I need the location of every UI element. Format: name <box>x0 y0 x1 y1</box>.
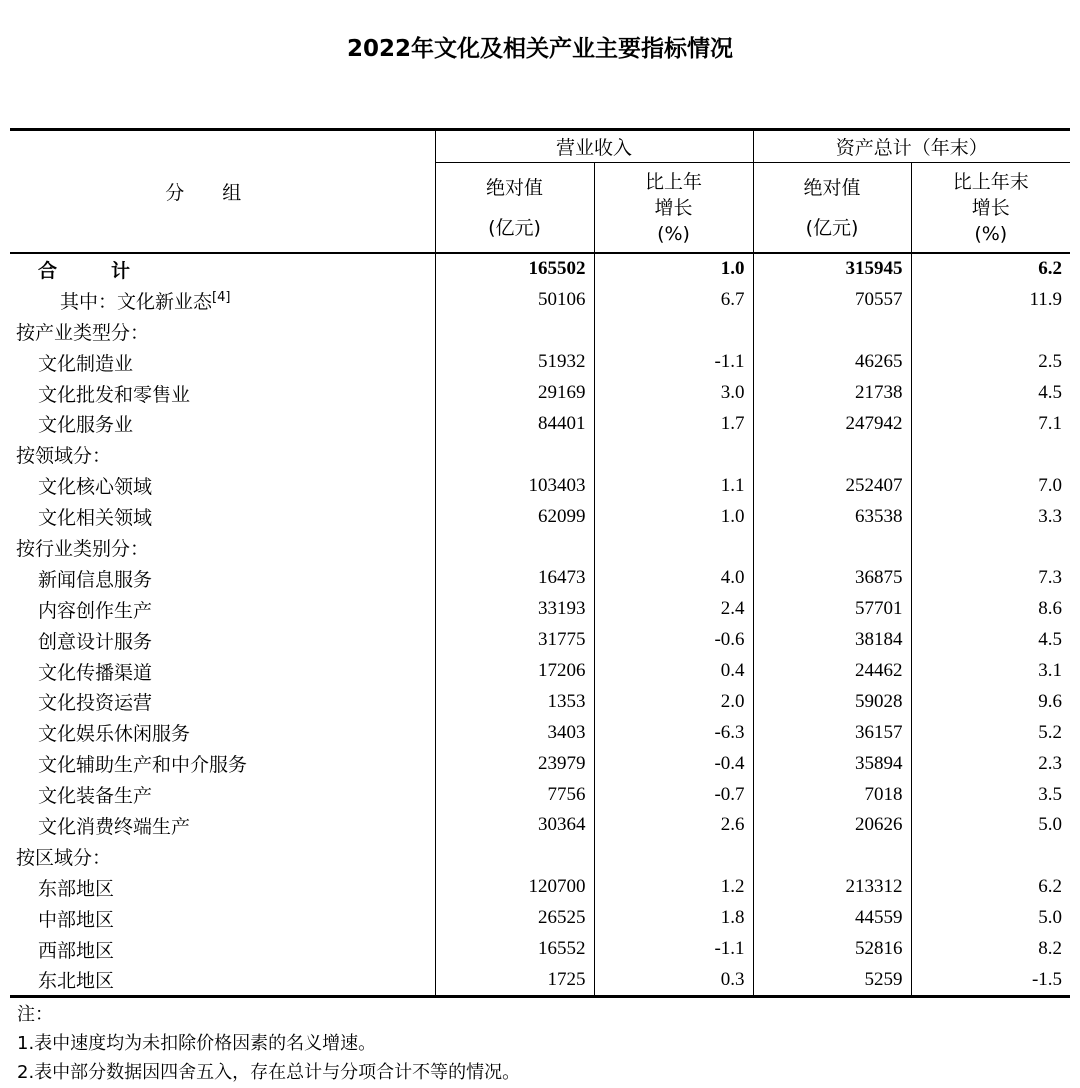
revenue-value: 1353 <box>435 686 594 717</box>
table-row <box>10 841 1070 872</box>
row-label-text: 按产业类型分： <box>16 321 150 344</box>
revenue-header: 营业收入 <box>435 130 753 163</box>
table-row <box>10 439 1070 470</box>
table-row <box>10 253 1070 285</box>
assets-growth <box>911 439 1070 470</box>
assets-value: 57701 <box>753 594 911 625</box>
header-line: 增长 <box>971 196 1010 219</box>
row-label <box>10 779 435 810</box>
revenue-value: 50106 <box>435 285 594 316</box>
table-row <box>10 717 1070 748</box>
revenue-value: 120700 <box>435 872 594 903</box>
table-header <box>10 130 1070 254</box>
group-header: 分组 <box>10 130 435 254</box>
row-label-text: 创意设计服务 <box>38 630 153 653</box>
row-label <box>10 748 435 779</box>
assets-value <box>753 316 911 347</box>
row-label <box>10 563 435 594</box>
revenue-growth: -0.6 <box>594 625 753 656</box>
assets-value: 20626 <box>753 810 911 841</box>
row-label-text: 文化娱乐休闲服务 <box>38 723 191 746</box>
revenue-growth <box>594 841 753 872</box>
revenue-growth-header <box>594 163 753 254</box>
revenue-growth: 1.8 <box>594 903 753 934</box>
table-row <box>10 779 1070 810</box>
row-label <box>10 686 435 717</box>
row-label-text: 文化装备生产 <box>38 785 153 808</box>
revenue-value <box>435 316 594 347</box>
table-row <box>10 563 1070 594</box>
assets-value: 315945 <box>753 253 911 285</box>
revenue-value <box>435 532 594 563</box>
assets-growth: 4.5 <box>1038 629 1063 651</box>
assets-value: 35894 <box>753 748 911 779</box>
assets-growth: 6.2 <box>1038 876 1063 898</box>
assets-value: 36157 <box>753 717 911 748</box>
revenue-value: 16552 <box>435 934 594 965</box>
revenue-growth: 0.4 <box>594 656 753 687</box>
assets-growth-header <box>911 163 1070 254</box>
row-label <box>10 625 435 656</box>
table-row <box>10 872 1070 903</box>
table-row <box>10 934 1070 965</box>
row-label-text: 文化投资运营 <box>38 692 153 715</box>
row-label <box>10 964 435 996</box>
row-label <box>10 532 435 563</box>
assets-value <box>753 439 911 470</box>
header-line: 比上年末 <box>952 170 1029 193</box>
table-row <box>10 625 1070 656</box>
revenue-value: 165502 <box>435 253 594 285</box>
row-label-text: 西部地区 <box>38 939 115 962</box>
row-label <box>10 872 435 903</box>
row-label-text: 中部地区 <box>38 908 115 931</box>
assets-value <box>753 841 911 872</box>
assets-value: 44559 <box>753 903 911 934</box>
table-row <box>10 501 1070 532</box>
assets-growth: 3.3 <box>1038 505 1063 527</box>
row-label <box>10 316 435 347</box>
revenue-value: 16473 <box>435 563 594 594</box>
assets-growth: 4.5 <box>1038 382 1063 403</box>
revenue-growth: -6.3 <box>594 717 753 748</box>
row-label-text: 文化服务业 <box>38 414 134 437</box>
assets-growth <box>911 316 1070 347</box>
page-title: 2022年文化及相关产业主要指标情况 <box>346 36 733 62</box>
assets-growth: 2.3 <box>1038 752 1063 774</box>
row-label <box>10 439 435 470</box>
assets-value: 46265 <box>753 347 911 378</box>
revenue-growth: 4.0 <box>594 563 753 594</box>
table-row <box>10 378 1070 409</box>
assets-growth: 3.5 <box>1038 783 1063 805</box>
revenue-growth: 2.0 <box>594 686 753 717</box>
table-row <box>10 316 1070 347</box>
row-label <box>10 903 435 934</box>
assets-value: 252407 <box>753 470 911 501</box>
revenue-growth: -0.4 <box>594 748 753 779</box>
assets-value: 59028 <box>753 686 911 717</box>
revenue-value: 3403 <box>435 717 594 748</box>
header-unit: (亿元) <box>488 216 541 239</box>
note-item: 2.表中部分数据因四舍五入，存在总计与分项合计不等的情况。 <box>17 1062 521 1083</box>
header-line: 绝对值 <box>803 176 861 199</box>
row-label-text: 新闻信息服务 <box>38 568 153 591</box>
notes <box>17 1000 520 1087</box>
table-row <box>10 347 1070 378</box>
revenue-growth: 2.4 <box>594 594 753 625</box>
assets-growth: 6.2 <box>1038 258 1063 280</box>
revenue-growth: 3.0 <box>594 378 753 409</box>
row-label-text: 文化制造业 <box>38 352 134 375</box>
assets-growth: 3.1 <box>1038 660 1063 682</box>
row-label-text: 按领域分： <box>16 445 112 468</box>
revenue-growth: 2.6 <box>594 810 753 841</box>
row-label <box>10 285 435 316</box>
row-label-text: 东北地区 <box>38 970 115 993</box>
assets-value <box>753 532 911 563</box>
assets-value: 70557 <box>753 285 911 316</box>
row-label-text: 文化消费终端生产 <box>38 815 191 838</box>
table-row <box>10 532 1070 563</box>
assets-growth: -1.5 <box>911 964 1070 996</box>
revenue-growth <box>594 439 753 470</box>
row-label-text: 文化相关领域 <box>38 507 153 530</box>
header-line: 增长 <box>654 196 693 219</box>
assets-growth: 8.6 <box>1038 598 1063 620</box>
row-label-text: 文化辅助生产和中介服务 <box>38 754 248 777</box>
row-label <box>10 253 435 285</box>
table-row <box>10 964 1070 996</box>
row-label-text: 按区域分： <box>16 846 112 869</box>
revenue-value: 23979 <box>435 748 594 779</box>
table-row <box>10 748 1070 779</box>
row-label <box>10 378 435 409</box>
table-row <box>10 594 1070 625</box>
header-unit: (%) <box>657 222 690 245</box>
revenue-growth: 0.3 <box>594 964 753 996</box>
row-label <box>10 810 435 841</box>
revenue-value: 7756 <box>435 779 594 810</box>
assets-value: 213312 <box>753 872 911 903</box>
assets-value: 52816 <box>753 934 911 965</box>
note-item: 1.表中速度均为未扣除价格因素的名义增速。 <box>17 1033 377 1054</box>
row-label <box>10 656 435 687</box>
revenue-growth <box>594 532 753 563</box>
revenue-value: 1725 <box>435 964 594 996</box>
notes-heading: 注： <box>17 1004 53 1025</box>
assets-growth: 2.5 <box>1038 351 1063 373</box>
assets-growth: 5.2 <box>1038 721 1063 743</box>
revenue-value: 29169 <box>435 378 594 409</box>
revenue-growth: 1.0 <box>594 253 753 285</box>
assets-value: 5259 <box>753 964 911 996</box>
row-label-text: 文化核心领域 <box>38 476 153 499</box>
footnote-marker: [4] <box>212 289 231 305</box>
assets-growth <box>911 532 1070 563</box>
revenue-growth: 1.7 <box>594 408 753 439</box>
revenue-growth: -1.1 <box>594 934 753 965</box>
assets-growth <box>911 841 1070 872</box>
assets-growth: 5.0 <box>1038 907 1063 929</box>
row-label-text: 合计 <box>38 259 185 282</box>
revenue-growth: 1.0 <box>594 501 753 532</box>
row-label <box>10 717 435 748</box>
table-row <box>10 686 1070 717</box>
assets-growth: 7.3 <box>1038 567 1063 589</box>
table-row <box>10 285 1070 316</box>
revenue-value: 62099 <box>435 501 594 532</box>
assets-value: 36875 <box>753 563 911 594</box>
revenue-growth: 1.2 <box>594 872 753 903</box>
row-label <box>10 594 435 625</box>
indicators-table <box>10 128 1070 998</box>
row-label-text: 按行业类别分： <box>16 537 150 560</box>
revenue-value: 30364 <box>435 810 594 841</box>
assets-value: 247942 <box>753 408 911 439</box>
assets-value: 63538 <box>753 501 911 532</box>
row-label <box>10 841 435 872</box>
revenue-growth: -1.1 <box>594 347 753 378</box>
table-row <box>10 470 1070 501</box>
revenue-growth: -0.7 <box>594 779 753 810</box>
table-body <box>10 253 1070 997</box>
assets-growth: 9.6 <box>1038 690 1063 712</box>
row-label <box>10 934 435 965</box>
revenue-value: 26525 <box>435 903 594 934</box>
row-label <box>10 501 435 532</box>
revenue-value: 31775 <box>435 625 594 656</box>
revenue-growth <box>594 316 753 347</box>
row-label-text: 文化批发和零售业 <box>38 383 191 406</box>
row-label <box>10 347 435 378</box>
revenue-value: 84401 <box>435 408 594 439</box>
assets-growth: 5.0 <box>1038 814 1063 836</box>
assets-value: 21738 <box>753 378 911 409</box>
header-unit: (%) <box>974 222 1008 245</box>
row-label-text: 其中：文化新业态 <box>60 290 213 313</box>
table-row <box>10 810 1070 841</box>
revenue-value: 17206 <box>435 656 594 687</box>
assets-absolute-header <box>753 163 911 254</box>
assets-growth: 7.0 <box>1038 474 1063 496</box>
table-row <box>10 656 1070 687</box>
assets-value: 24462 <box>753 656 911 687</box>
assets-header: 资产总计（年末） <box>753 130 1070 163</box>
revenue-value <box>435 841 594 872</box>
revenue-absolute-header <box>435 163 594 254</box>
revenue-value: 103403 <box>435 470 594 501</box>
revenue-value: 51932 <box>435 347 594 378</box>
revenue-growth: 1.1 <box>594 470 753 501</box>
table-row <box>10 903 1070 934</box>
revenue-growth: 6.7 <box>594 285 753 316</box>
assets-growth: 11.9 <box>1029 289 1063 311</box>
row-label-text: 内容创作生产 <box>38 599 153 622</box>
header-line: 绝对值 <box>485 176 543 199</box>
revenue-value <box>435 439 594 470</box>
table-row <box>10 408 1070 439</box>
row-label-text: 东部地区 <box>38 877 115 900</box>
row-label <box>10 408 435 439</box>
revenue-value: 33193 <box>435 594 594 625</box>
assets-growth: 7.1 <box>1038 412 1063 434</box>
assets-value: 38184 <box>753 625 911 656</box>
header-unit: (亿元) <box>805 216 859 239</box>
row-label <box>10 470 435 501</box>
assets-value: 7018 <box>753 779 911 810</box>
row-label-text: 文化传播渠道 <box>38 661 153 684</box>
assets-growth: 8.2 <box>1038 938 1063 960</box>
header-line: 比上年 <box>645 170 703 193</box>
